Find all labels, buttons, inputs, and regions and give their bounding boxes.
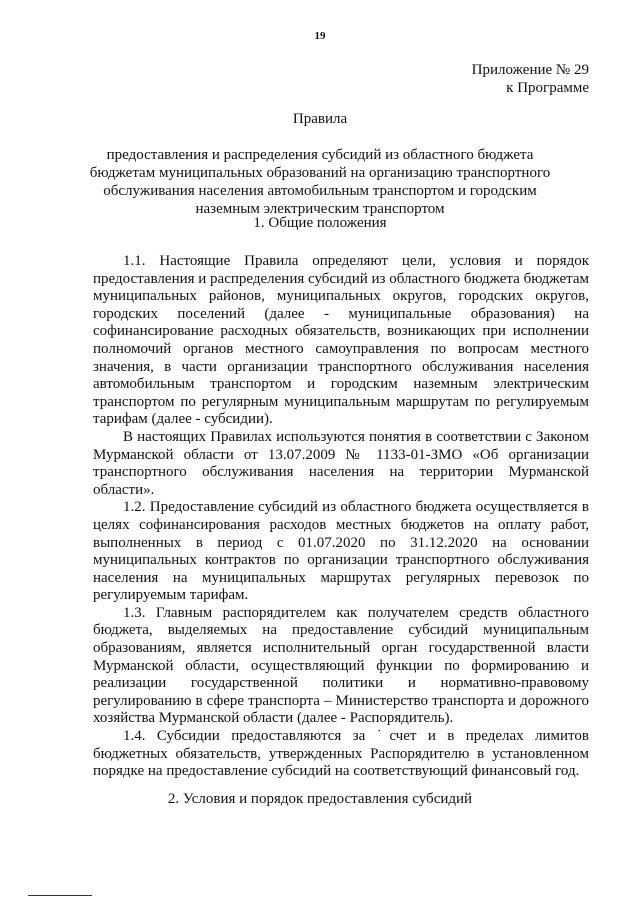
page-number: 19 — [314, 30, 326, 42]
section-heading-conditions: 2. Условия и порядок предоставления субсидий — [167, 791, 473, 807]
appendix-number: Приложение № 29 — [471, 62, 589, 78]
document-title — [60, 110, 580, 218]
paragraph: В настоящих Правилах используются понятия в соответствии с Законом Мурманской области от 13.07.2009 № 1133-01-ЗМО «Об организации транспортного обслуживания населения на территории Мурманской области». — [93, 428, 589, 498]
paragraph: 1.1. Настоящие Правила определяют цели, условия и порядок предоставления и распределения субсидий из областного бюджета бюджетам муниципальных районов, муниципальных округов, городских округов, городских поселений (далее - муниципальные образования) на софинансирование расходных обязательств, возникающих при исполнении полномочий органов местного самоуправления по вопросам местного значения, в части организации транспортного обслуживания населения автомобильным транспортом и городским наземным электрическим транспортом по регулярным муниципальным маршрутам по регулируемым тарифам (далее - субсидии). — [93, 253, 589, 428]
title-line: бюджетам муниципальных образований на организацию транспортного — [89, 165, 551, 181]
footer-divider — [28, 895, 92, 896]
title-line: наземным электрическим транспортом — [195, 201, 445, 217]
appendix-program: к Программе — [506, 80, 589, 96]
section-body — [93, 253, 589, 781]
appendix-reference — [472, 61, 589, 97]
title-spacer — [60, 128, 580, 146]
section-heading-general: 1. Общие положения — [253, 215, 387, 231]
title-line: Правила — [292, 111, 348, 127]
title-line: обслуживания населения автомобильным транспортом и городским — [103, 183, 537, 199]
paragraph: 1.3. Главным распорядителем как получателем средств областного бюджета, выделяемых на предоставление субсидий муниципальным образованиям, является исполнительный орган государственной власти Мурманской области, осуществляющий функции по формированию и реализации государственной политики и нормативно-правовому регулированию в сфере транспорта – Министерство транспорта и дорожного хозяйства Мурманской области (далее - Распорядитель). — [93, 604, 589, 727]
title-line: предоставления и распределения субсидий из областного бюджета — [106, 147, 534, 163]
paragraph: 1.4. Субсидии предоставляются за ˙счет и в пределах лимитов бюджетных обязательств, утвержденных Распорядителю в установленном порядке на предоставление субсидий на соответствующий финансовый год. — [93, 728, 589, 780]
paragraph: 1.2. Предоставление субсидий из областного бюджета осуществляется в целях софинансирования расходов местных бюджетов на оплату работ, выполненных в период с 01.07.2020 по 31.12.2020 на основании муниципальных контрактов по организации транспортного обслуживания населения на муниципальных маршрутах регулярных перевозок по регулируемым тарифам. — [93, 499, 589, 604]
